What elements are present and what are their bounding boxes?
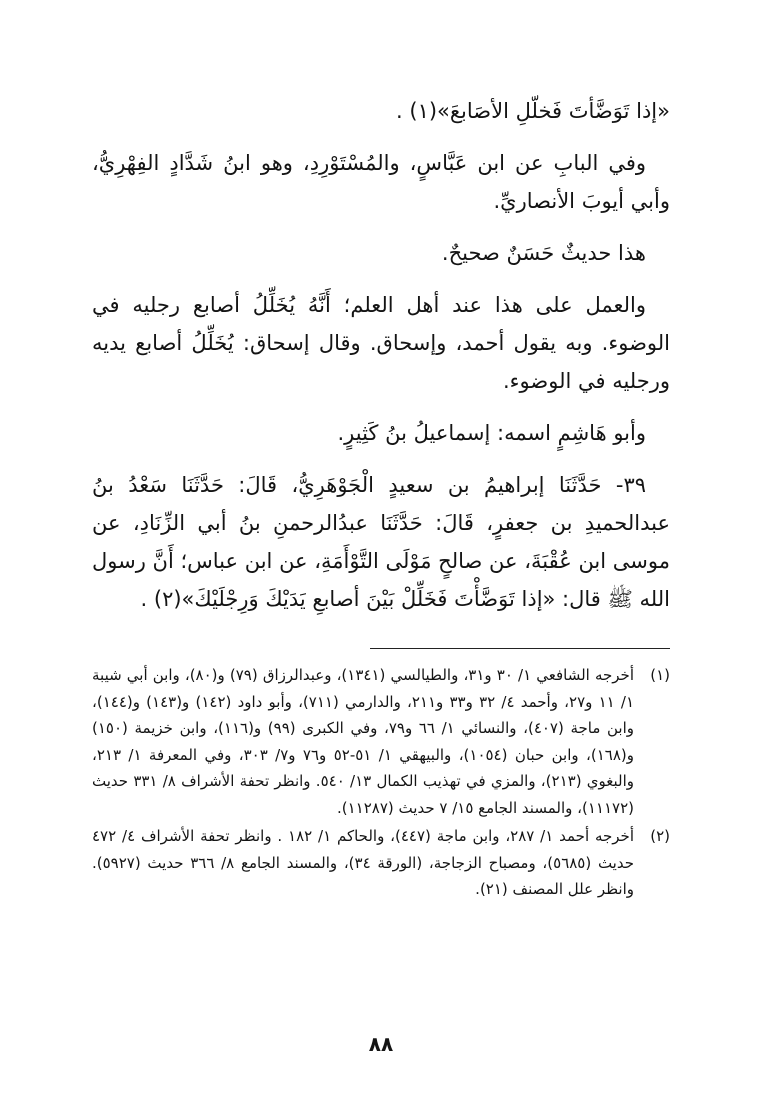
footnote-number: (٢): [650, 827, 670, 845]
scholars-practice-paragraph: والعمل على هذا عند أهل العلم؛ أَنَّهُ يُخَلِّلُ أصابع رجليه في الوضوء. وبه يقول أحمد، وإسحاق. وقال إسحاق: يُخَلِّلُ أصابع يديه ورجليه في الوضوء.: [92, 293, 670, 393]
main-text: [92, 92, 670, 632]
footnote-divider: [370, 648, 670, 649]
page-number: ٨٨: [368, 1032, 394, 1056]
hadith-grading-paragraph: هذا حديثٌ حَسَنٌ صحيحٌ.: [441, 241, 646, 265]
footnote-1: [92, 662, 670, 821]
hadith-39-paragraph: ٣٩- حَدَّثَنَا إبراهيمُ بن سعيدٍ الْجَوْهَرِيُّ، قَالَ: حَدَّثَنَا سَعْدُ بنُ عبدالحميدِ بن جعفرٍ، قَالَ: حَدَّثَنَا عبدُالرحمنِ بنُ أبي الزِّنَادِ، عن موسى ابن عُقْبَةَ، عن صالحٍ مَوْلَى التَّوْأَمَةِ، عن ابن عباس؛ أَنَّ رسول الله ﷺ قال: «إذا تَوَضَّأْتَ فَخَلِّلْ بَيْنَ أصابعِ يَدَيْكَ وَرِجْلَيْكَ»(٢) .: [92, 473, 670, 611]
narrator-name-paragraph: وأبو هَاشِمٍ اسمه: إسماعيلُ بنُ كَثِيرٍ.: [337, 421, 646, 445]
footnote-text: أخرجه أحمد ١/ ٢٨٧، وابن ماجة (٤٤٧)، والحاكم ١/ ١٨٢ . وانظر تحفة الأشراف ٤/ ٤٧٢ حديث (٥٦٨٥)، ومصباح الزجاجة، (الورقة ٣٤)، والمسند الجامع ٨/ ٣٦٦ حديث (٥٩٢٧). وانظر علل المصنف (٢١).: [92, 827, 634, 898]
footnotes: [92, 662, 670, 905]
hadith-quote-paragraph: «إذا تَوَضَّأتَ فَخلّلِ الأصَابعَ»(١) .: [396, 99, 670, 123]
footnote-text: أخرجه الشافعي ١/ ٣٠ و٣١، والطيالسي (١٣٤١)، وعبدالرزاق (٧٩) و(٨٠)، وابن أبي شيبة ١/ ١١ و٢٧، وأحمد ٤/ ٣٢ و٣٣ و٢١١، والدارمي (٧١١)، وأبو داود (١٤٢) و(١٤٣) و(١٤٤)، وابن ماجة (٤٠٧)، والنسائي ١/ ٦٦ و٧٩، وفي الكبرى (٩٩) و(١١٦)، وابن خزيمة (١٥٠) و(١٦٨)، وابن حبان (١٠٥٤)، والبيهقي ١/ ٥١-٥٢ و٧٦ و٧/ ٣٠٣، وفي المعرفة ١/ ٢١٣، والبغوي (٢١٣)، والمزي في تهذيب الكمال ١٣/ ٥٤٠. وانظر تحفة الأشراف ٨/ ٣٣١ حديث (١١١٧٢)، والمسند الجامع ١٥/ ٧ حديث (١١٢٨٧).: [92, 666, 635, 817]
footnote-number: (١): [650, 666, 670, 684]
chapter-narrators-paragraph: وفي البابِ عن ابن عَبَّاسٍ، والمُسْتَوْرِدِ، وهو ابنُ شَدَّادٍ الفِهْرِيُّ، وأبي أيوبَ الأنصاريِّ.: [92, 151, 670, 213]
footnote-2: [92, 823, 670, 903]
